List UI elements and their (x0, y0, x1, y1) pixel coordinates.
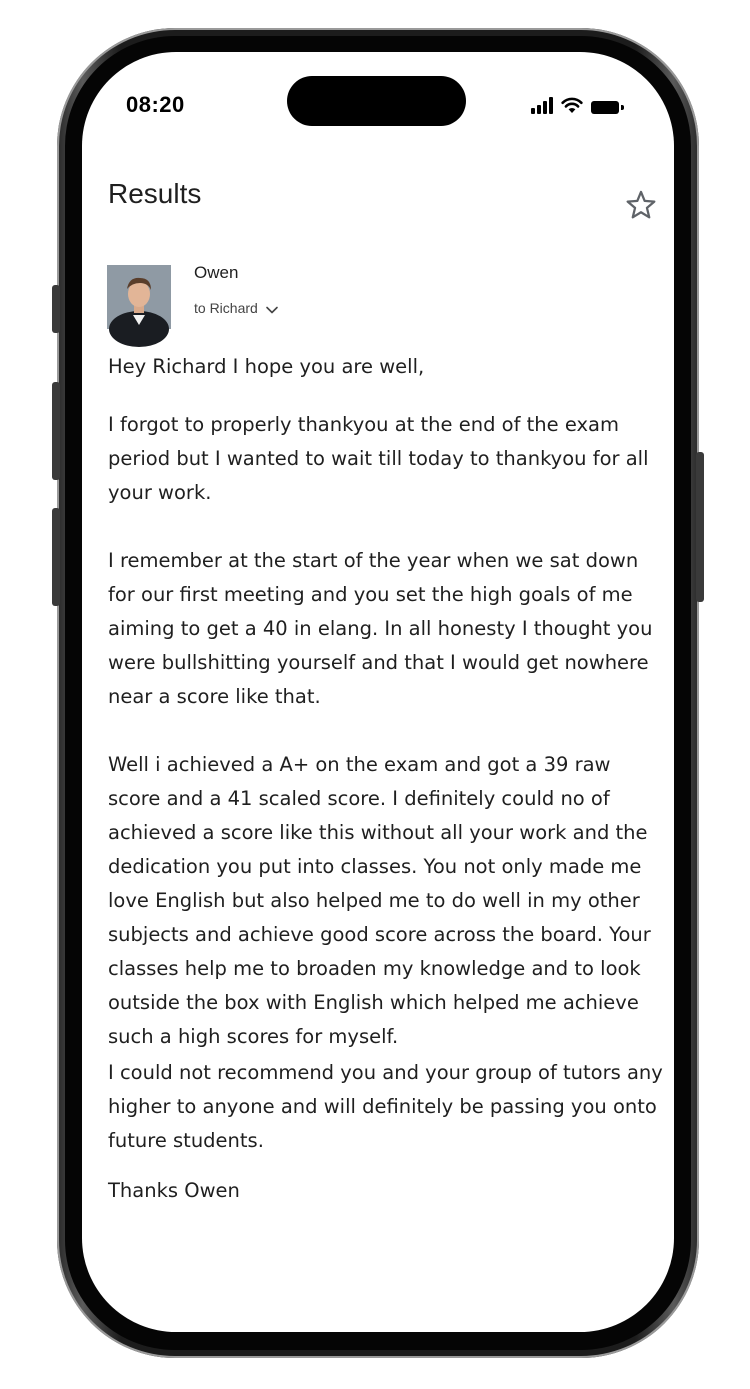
recipient-line[interactable] (194, 300, 278, 316)
cellular-signal-icon (531, 96, 553, 114)
dynamic-island (287, 76, 466, 126)
battery-icon (591, 101, 624, 114)
body-paragraph-2: I remember at the start of the year when we sat down for our first meeting and you set the high goals of me aiming to get a 40 in elang. In all honesty I thought you were bullshitting yourself and that I would get nowhere near a score like that. (108, 549, 653, 708)
screen (82, 52, 674, 1332)
sender-avatar[interactable] (107, 265, 171, 329)
action-button (52, 285, 60, 333)
email-subject: Results (108, 178, 202, 209)
status-icons (531, 94, 624, 114)
volume-up-button (52, 382, 60, 480)
recipient-label: to Richard (194, 300, 258, 316)
wifi-icon (561, 96, 583, 114)
body-paragraph-4: I could not recommend you and your group of tutors any higher to anyone and will definitely be passing you onto future students. (108, 1061, 663, 1152)
status-time: 08:20 (126, 92, 185, 117)
body-greeting: Hey Richard I hope you are well, (108, 355, 425, 378)
body-sign-off: Thanks Owen (108, 1179, 240, 1202)
volume-down-button (52, 508, 60, 606)
email-body (108, 350, 664, 1208)
chevron-down-icon[interactable] (266, 306, 278, 314)
body-paragraph-1: I forgot to properly thankyou at the end of the exam period but I wanted to wait till today to thankyou for all your work. (108, 413, 649, 504)
star-outline-icon[interactable] (624, 188, 658, 222)
sender-name[interactable]: Owen (194, 263, 239, 282)
power-button (696, 452, 704, 602)
avatar-photo (107, 265, 171, 329)
body-paragraph-3: Well i achieved a A+ on the exam and got a 39 raw score and a 41 scaled score. I definitely could no of achieved a score like this without all your work and the dedication you put into classes. You not only made me love English but also helped me to do well in my other subjects and achieve good score across the board. Your classes help me to broaden my knowledge and to look outside the box with English which helped me achieve such a high scores for myself. (108, 753, 651, 1048)
